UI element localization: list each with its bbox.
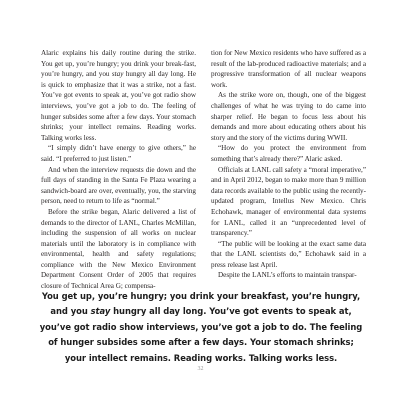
paragraph bbox=[41, 48, 196, 143]
paragraph: Officials at LANL call safety a “moral imperative,” and in April 2012, began to make more than 9 million data records available to the public using the recently-updated program, Intellus New Mexico. Chris Echohawk, manager of environmental data systems for LANL, called it an “unprecedented level of transparency.” bbox=[211, 165, 366, 238]
text-run: Alaric explains his daily routine during the strike. You get up, you’re hungry; you drink your break-fast, you’re hungry, and you bbox=[41, 49, 196, 79]
paragraph: And when the interview requests die down and the full days of standing in the Santa Fe Plaza wearing a sandwich-board are over, eventually, you, the starving person, need to return to life as “normal.” bbox=[41, 165, 196, 206]
paragraph: “I simply didn’t have energy to give others,” he said. “I preferred to just listen.” bbox=[41, 144, 196, 163]
emphasis: stay bbox=[90, 306, 111, 317]
text-run: hungry all day long. You’ve got events to speak at, you’ve got radio show interviews, you’ve got a job to do. The feeling of hunger subsides some after a few days. Your stomach shrinks; your intellect remains. Reading works. Talking works less. bbox=[39, 306, 363, 363]
left-text-column bbox=[41, 48, 196, 292]
right-text-column bbox=[211, 48, 366, 281]
text-run: hungry all day long. He is quick to emphasize that it was a strike, not a fast. You’ve got events to speak at, you’ve got radio show interviews, you’ve got a job to do. The feeling of hunger subsides some after a few days. Your stomach shrinks; your intellect remains. Reading works. Talking works less. bbox=[41, 70, 196, 142]
paragraph: “The public will be looking at the exact same data that the LANL scientists do,” Echohawk said in a press release last April. bbox=[211, 239, 366, 269]
paragraph: As the strike wore on, though, one of the biggest challenges of what he was trying to do came into sharper relief. He began to focus less about his demands and more about educating others about his story and the story of the victims during WWII. bbox=[211, 91, 366, 142]
paragraph: tion for New Mexico residents who have suffered as a result of the lab-produced radioactive materials; and a progressive transformation of all nuclear weapons work. bbox=[211, 49, 366, 89]
paragraph: “How do you protect the environment from something that’s already there?” Alaric asked. bbox=[211, 144, 366, 163]
page-number: 32 bbox=[197, 366, 204, 372]
paragraph: Despite the LANL’s efforts to maintain transpar- bbox=[218, 271, 357, 280]
paragraph: Before the strike began, Alaric delivered a list of demands to the director of LANL, Charles McMillan, including the suspension of all works on nuclear materials until the laboratory is in compliance with environmental, health and safety regulations; compliance with the New Mexico Environment Department Consent Order of 2005 that requires closure of Technical Area G; compensa- bbox=[41, 207, 196, 291]
pull-quote bbox=[38, 289, 364, 366]
text-run: You get up, you’re hungry; you drink your breakfast, you’re hungry, and you bbox=[41, 291, 361, 317]
emphasis: stay bbox=[111, 70, 124, 79]
